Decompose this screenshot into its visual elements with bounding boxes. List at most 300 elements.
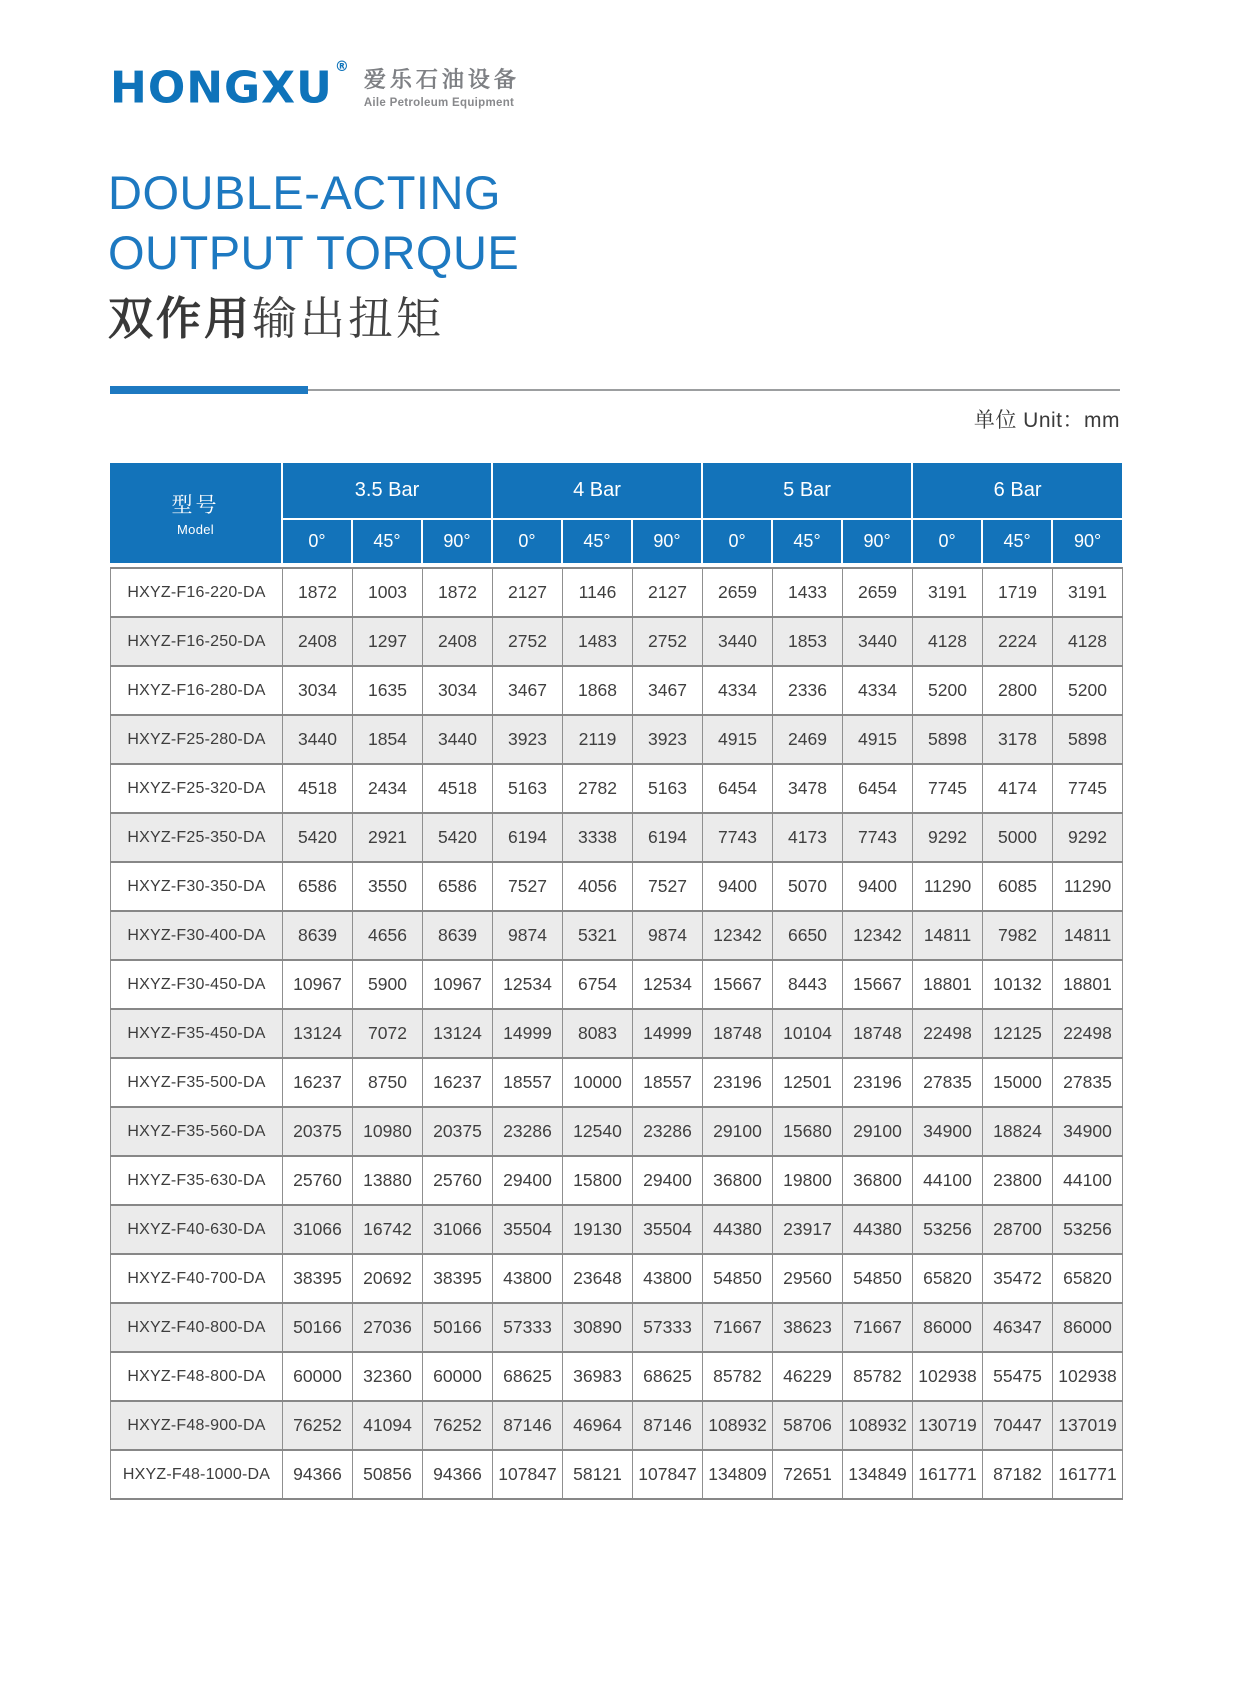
torque-value-cell: 3440: [423, 715, 493, 764]
torque-value-cell: 2127: [493, 568, 563, 617]
torque-value-cell: 5000: [983, 813, 1053, 862]
torque-value-cell: 41094: [353, 1401, 423, 1450]
torque-value-cell: 23286: [493, 1107, 563, 1156]
torque-value-cell: 46229: [773, 1352, 843, 1401]
model-cell: HXYZ-F48-800-DA: [111, 1352, 283, 1401]
model-cell: HXYZ-F25-280-DA: [111, 715, 283, 764]
torque-value-cell: 16237: [423, 1058, 493, 1107]
torque-value-cell: 2659: [703, 568, 773, 617]
torque-value-cell: 22498: [1053, 1009, 1123, 1058]
torque-value-cell: 4128: [1053, 617, 1123, 666]
torque-value-cell: 86000: [913, 1303, 983, 1352]
angle-header: 90°: [842, 519, 912, 563]
torque-value-cell: 72651: [773, 1450, 843, 1499]
model-cell: HXYZ-F35-560-DA: [111, 1107, 283, 1156]
table-row: [111, 1352, 1123, 1401]
torque-value-cell: 3034: [423, 666, 493, 715]
torque-value-cell: 94366: [423, 1450, 493, 1499]
torque-value-cell: 36800: [703, 1156, 773, 1205]
title-chinese: [108, 292, 519, 346]
torque-value-cell: 27835: [913, 1058, 983, 1107]
torque-value-cell: 1719: [983, 568, 1053, 617]
angle-header: 90°: [422, 519, 492, 563]
table-row: [111, 1009, 1123, 1058]
torque-value-cell: 1853: [773, 617, 843, 666]
torque-value-cell: 9292: [913, 813, 983, 862]
model-cell: HXYZ-F16-220-DA: [111, 568, 283, 617]
table-rows: [111, 568, 1123, 1499]
torque-value-cell: 12540: [563, 1107, 633, 1156]
torque-value-cell: 68625: [493, 1352, 563, 1401]
torque-value-cell: 43800: [633, 1254, 703, 1303]
torque-value-cell: 44100: [1053, 1156, 1123, 1205]
torque-value-cell: 10104: [773, 1009, 843, 1058]
torque-value-cell: 3440: [283, 715, 353, 764]
title-line-1: DOUBLE-ACTING: [108, 166, 501, 219]
torque-value-cell: 3478: [773, 764, 843, 813]
torque-value-cell: 13124: [283, 1009, 353, 1058]
table-row: [111, 666, 1123, 715]
model-cell: HXYZ-F48-900-DA: [111, 1401, 283, 1450]
torque-value-cell: 8083: [563, 1009, 633, 1058]
torque-value-cell: 54850: [703, 1254, 773, 1303]
title-line-2: OUTPUT TORQUE: [108, 226, 520, 279]
torque-value-cell: 18557: [633, 1058, 703, 1107]
torque-value-cell: 36800: [843, 1156, 913, 1205]
torque-value-cell: 94366: [283, 1450, 353, 1499]
torque-value-cell: 87182: [983, 1450, 1053, 1499]
model-cell: HXYZ-F35-500-DA: [111, 1058, 283, 1107]
torque-value-cell: 34900: [1053, 1107, 1123, 1156]
torque-value-cell: 12534: [633, 960, 703, 1009]
torque-value-cell: 12342: [843, 911, 913, 960]
model-cell: HXYZ-F40-630-DA: [111, 1205, 283, 1254]
torque-value-cell: 23196: [843, 1058, 913, 1107]
torque-value-cell: 44100: [913, 1156, 983, 1205]
torque-table: [110, 463, 1122, 1500]
torque-value-cell: 5163: [493, 764, 563, 813]
torque-value-cell: 8750: [353, 1058, 423, 1107]
torque-value-cell: 7745: [913, 764, 983, 813]
torque-value-cell: 50856: [353, 1450, 423, 1499]
model-column-header: [110, 463, 282, 563]
torque-value-cell: 7527: [493, 862, 563, 911]
model-cell: HXYZ-F30-350-DA: [111, 862, 283, 911]
torque-value-cell: 27036: [353, 1303, 423, 1352]
torque-value-cell: 18748: [843, 1009, 913, 1058]
model-header-english: Model: [177, 522, 214, 537]
torque-value-cell: 50166: [423, 1303, 493, 1352]
torque-value-cell: 3550: [353, 862, 423, 911]
torque-value-cell: 4056: [563, 862, 633, 911]
torque-value-cell: 2752: [493, 617, 563, 666]
table-row: [111, 568, 1123, 617]
torque-value-cell: 5200: [1053, 666, 1123, 715]
torque-value-cell: 161771: [913, 1450, 983, 1499]
angle-header: 0°: [282, 519, 352, 563]
torque-value-cell: 5420: [423, 813, 493, 862]
model-cell: HXYZ-F16-280-DA: [111, 666, 283, 715]
torque-value-cell: 3338: [563, 813, 633, 862]
torque-value-cell: 2800: [983, 666, 1053, 715]
torque-value-cell: 23286: [633, 1107, 703, 1156]
torque-value-cell: 6194: [633, 813, 703, 862]
torque-value-cell: 29100: [843, 1107, 913, 1156]
torque-value-cell: 5420: [283, 813, 353, 862]
torque-value-cell: 53256: [913, 1205, 983, 1254]
torque-value-cell: 25760: [283, 1156, 353, 1205]
table-row: [111, 1107, 1123, 1156]
torque-value-cell: 29400: [633, 1156, 703, 1205]
logo-chinese-name: 爱乐石油设备: [363, 68, 520, 93]
torque-value-cell: 2119: [563, 715, 633, 764]
table-row: [111, 1254, 1123, 1303]
torque-value-cell: 44380: [703, 1205, 773, 1254]
torque-value-cell: 107847: [493, 1450, 563, 1499]
title-chinese-bold: 双作用: [108, 293, 253, 344]
torque-value-cell: 23917: [773, 1205, 843, 1254]
torque-value-cell: 1483: [563, 617, 633, 666]
torque-value-cell: 5163: [633, 764, 703, 813]
torque-value-cell: 35504: [633, 1205, 703, 1254]
torque-value-cell: 7982: [983, 911, 1053, 960]
torque-value-cell: 10132: [983, 960, 1053, 1009]
angle-header: 90°: [632, 519, 702, 563]
model-cell: HXYZ-F25-320-DA: [111, 764, 283, 813]
model-cell: HXYZ-F35-450-DA: [111, 1009, 283, 1058]
torque-value-cell: 3440: [703, 617, 773, 666]
torque-value-cell: 35504: [493, 1205, 563, 1254]
torque-value-cell: 31066: [423, 1205, 493, 1254]
torque-value-cell: 28700: [983, 1205, 1053, 1254]
angle-header: 45°: [562, 519, 632, 563]
table-row: [111, 617, 1123, 666]
torque-value-cell: 3191: [1053, 568, 1123, 617]
torque-value-cell: 15667: [843, 960, 913, 1009]
torque-value-cell: 15000: [983, 1058, 1053, 1107]
table-row: [111, 715, 1123, 764]
torque-value-cell: 15680: [773, 1107, 843, 1156]
model-cell: HXYZ-F40-800-DA: [111, 1303, 283, 1352]
torque-value-cell: 5898: [1053, 715, 1123, 764]
torque-value-cell: 2752: [633, 617, 703, 666]
torque-value-cell: 58706: [773, 1401, 843, 1450]
page-title: [108, 163, 519, 346]
torque-value-cell: 35472: [983, 1254, 1053, 1303]
torque-value-cell: 8639: [283, 911, 353, 960]
torque-value-cell: 5898: [913, 715, 983, 764]
registered-trademark-icon: ®: [334, 59, 350, 75]
torque-value-cell: 14999: [493, 1009, 563, 1058]
torque-value-cell: 6454: [703, 764, 773, 813]
angle-header: 45°: [982, 519, 1052, 563]
torque-value-cell: 1872: [283, 568, 353, 617]
torque-value-cell: 65820: [913, 1254, 983, 1303]
pressure-group-header: 6 Bar: [912, 463, 1122, 519]
torque-value-cell: 161771: [1053, 1450, 1123, 1499]
torque-value-cell: 12342: [703, 911, 773, 960]
torque-value-cell: 4915: [703, 715, 773, 764]
torque-value-cell: 5321: [563, 911, 633, 960]
torque-value-cell: 108932: [703, 1401, 773, 1450]
torque-value-cell: 4173: [773, 813, 843, 862]
torque-value-cell: 1146: [563, 568, 633, 617]
torque-value-cell: 57333: [493, 1303, 563, 1352]
torque-value-cell: 5900: [353, 960, 423, 1009]
torque-value-cell: 12501: [773, 1058, 843, 1107]
unit-label: 单位 Unit：mm: [973, 409, 1120, 432]
torque-value-cell: 55475: [983, 1352, 1053, 1401]
torque-value-cell: 36983: [563, 1352, 633, 1401]
torque-value-cell: 14999: [633, 1009, 703, 1058]
torque-value-cell: 38395: [283, 1254, 353, 1303]
table-row: [111, 960, 1123, 1009]
torque-value-cell: 18801: [913, 960, 983, 1009]
torque-value-cell: 2782: [563, 764, 633, 813]
torque-value-cell: 19800: [773, 1156, 843, 1205]
header-row-groups: [110, 463, 1122, 519]
torque-value-cell: 20375: [423, 1107, 493, 1156]
torque-value-cell: 20692: [353, 1254, 423, 1303]
table-row: [111, 1156, 1123, 1205]
torque-value-cell: 15667: [703, 960, 773, 1009]
torque-value-cell: 29560: [773, 1254, 843, 1303]
angle-header: 0°: [702, 519, 772, 563]
model-cell: HXYZ-F30-400-DA: [111, 911, 283, 960]
torque-value-cell: 4334: [703, 666, 773, 715]
torque-value-cell: 25760: [423, 1156, 493, 1205]
torque-value-cell: 2127: [633, 568, 703, 617]
torque-value-cell: 71667: [843, 1303, 913, 1352]
torque-value-cell: 6650: [773, 911, 843, 960]
torque-value-cell: 57333: [633, 1303, 703, 1352]
torque-value-cell: 10000: [563, 1058, 633, 1107]
torque-value-cell: 9400: [703, 862, 773, 911]
torque-value-cell: 1433: [773, 568, 843, 617]
torque-value-cell: 2921: [353, 813, 423, 862]
torque-value-cell: 134849: [843, 1450, 913, 1499]
torque-value-cell: 134809: [703, 1450, 773, 1499]
table-row: [111, 1205, 1123, 1254]
torque-value-cell: 4174: [983, 764, 1053, 813]
angle-header: 45°: [772, 519, 842, 563]
torque-value-cell: 12534: [493, 960, 563, 1009]
table-row: [111, 862, 1123, 911]
torque-value-cell: 6454: [843, 764, 913, 813]
logo: [110, 55, 520, 117]
torque-value-cell: 2408: [423, 617, 493, 666]
model-cell: HXYZ-F25-350-DA: [111, 813, 283, 862]
torque-value-cell: 7527: [633, 862, 703, 911]
torque-value-cell: 5200: [913, 666, 983, 715]
torque-value-cell: 1868: [563, 666, 633, 715]
torque-value-cell: 7743: [843, 813, 913, 862]
torque-value-cell: 2469: [773, 715, 843, 764]
torque-value-cell: 9874: [633, 911, 703, 960]
model-cell: HXYZ-F16-250-DA: [111, 617, 283, 666]
torque-value-cell: 31066: [283, 1205, 353, 1254]
torque-value-cell: 68625: [633, 1352, 703, 1401]
torque-value-cell: 4334: [843, 666, 913, 715]
torque-value-cell: 58121: [563, 1450, 633, 1499]
torque-value-cell: 1297: [353, 617, 423, 666]
logo-english-name: Aile Petroleum Equipment: [363, 97, 515, 109]
torque-value-cell: 10980: [353, 1107, 423, 1156]
torque-value-cell: 4518: [423, 764, 493, 813]
torque-value-cell: 107847: [633, 1450, 703, 1499]
torque-value-cell: 3440: [843, 617, 913, 666]
logo-brand-text: HONGXU ®: [110, 59, 350, 114]
torque-value-cell: 85782: [703, 1352, 773, 1401]
table-row: [111, 1303, 1123, 1352]
torque-value-cell: 18748: [703, 1009, 773, 1058]
torque-value-cell: 11290: [1053, 862, 1123, 911]
torque-value-cell: 76252: [423, 1401, 493, 1450]
model-cell: HXYZ-F48-1000-DA: [111, 1450, 283, 1499]
angle-header: 0°: [912, 519, 982, 563]
torque-value-cell: 14811: [913, 911, 983, 960]
torque-value-cell: 102938: [913, 1352, 983, 1401]
torque-value-cell: 130719: [913, 1401, 983, 1450]
table-row: [111, 911, 1123, 960]
torque-value-cell: 1854: [353, 715, 423, 764]
torque-value-cell: 30890: [563, 1303, 633, 1352]
table-row: [111, 1401, 1123, 1450]
torque-value-cell: 60000: [283, 1352, 353, 1401]
torque-value-cell: 4518: [283, 764, 353, 813]
torque-value-cell: 70447: [983, 1401, 1053, 1450]
torque-value-cell: 3178: [983, 715, 1053, 764]
torque-value-cell: 23196: [703, 1058, 773, 1107]
torque-value-cell: 3467: [493, 666, 563, 715]
torque-value-cell: 29100: [703, 1107, 773, 1156]
torque-value-cell: 7743: [703, 813, 773, 862]
torque-value-cell: 3923: [493, 715, 563, 764]
torque-value-cell: 4915: [843, 715, 913, 764]
divider-gray-line: [308, 389, 1120, 391]
torque-value-cell: 6194: [493, 813, 563, 862]
torque-value-cell: 16742: [353, 1205, 423, 1254]
torque-value-cell: 13880: [353, 1156, 423, 1205]
torque-value-cell: 9874: [493, 911, 563, 960]
torque-value-cell: 10967: [423, 960, 493, 1009]
torque-value-cell: 23648: [563, 1254, 633, 1303]
torque-table-header: [110, 463, 1122, 563]
angle-header: 45°: [352, 519, 422, 563]
torque-value-cell: 137019: [1053, 1401, 1123, 1450]
angle-header: 0°: [492, 519, 562, 563]
torque-value-cell: 2408: [283, 617, 353, 666]
torque-value-cell: 38623: [773, 1303, 843, 1352]
torque-value-cell: 2224: [983, 617, 1053, 666]
model-cell: HXYZ-F35-630-DA: [111, 1156, 283, 1205]
torque-value-cell: 8443: [773, 960, 843, 1009]
torque-value-cell: 65820: [1053, 1254, 1123, 1303]
torque-value-cell: 44380: [843, 1205, 913, 1254]
torque-value-cell: 4128: [913, 617, 983, 666]
table-row: [111, 1450, 1123, 1499]
torque-value-cell: 6586: [423, 862, 493, 911]
torque-value-cell: 2336: [773, 666, 843, 715]
torque-value-cell: 6586: [283, 862, 353, 911]
table-row: [111, 813, 1123, 862]
torque-value-cell: 102938: [1053, 1352, 1123, 1401]
torque-value-cell: 7072: [353, 1009, 423, 1058]
torque-value-cell: 1635: [353, 666, 423, 715]
torque-value-cell: 10967: [283, 960, 353, 1009]
divider-blue-bar: [110, 386, 308, 394]
torque-value-cell: 29400: [493, 1156, 563, 1205]
torque-value-cell: 15800: [563, 1156, 633, 1205]
torque-value-cell: 38395: [423, 1254, 493, 1303]
torque-value-cell: 3034: [283, 666, 353, 715]
torque-value-cell: 85782: [843, 1352, 913, 1401]
torque-value-cell: 13124: [423, 1009, 493, 1058]
torque-value-cell: 46347: [983, 1303, 1053, 1352]
torque-value-cell: 3191: [913, 568, 983, 617]
torque-value-cell: 4656: [353, 911, 423, 960]
torque-value-cell: 34900: [913, 1107, 983, 1156]
torque-value-cell: 20375: [283, 1107, 353, 1156]
table-row: [111, 764, 1123, 813]
torque-value-cell: 3923: [633, 715, 703, 764]
torque-value-cell: 50166: [283, 1303, 353, 1352]
torque-value-cell: 87146: [493, 1401, 563, 1450]
torque-value-cell: 2434: [353, 764, 423, 813]
torque-value-cell: 71667: [703, 1303, 773, 1352]
torque-value-cell: 14811: [1053, 911, 1123, 960]
logo-subtext: [364, 55, 520, 109]
torque-value-cell: 1003: [353, 568, 423, 617]
torque-value-cell: 60000: [423, 1352, 493, 1401]
pressure-group-header: 4 Bar: [492, 463, 702, 519]
torque-value-cell: 76252: [283, 1401, 353, 1450]
torque-value-cell: 22498: [913, 1009, 983, 1058]
torque-value-cell: 2659: [843, 568, 913, 617]
torque-value-cell: 9400: [843, 862, 913, 911]
torque-value-cell: 87146: [633, 1401, 703, 1450]
title-chinese-regular: 输出扭矩: [252, 293, 445, 344]
model-cell: HXYZ-F40-700-DA: [111, 1254, 283, 1303]
model-cell: HXYZ-F30-450-DA: [111, 960, 283, 1009]
torque-value-cell: 6085: [983, 862, 1053, 911]
torque-value-cell: 27835: [1053, 1058, 1123, 1107]
title-divider: [110, 386, 1120, 394]
torque-value-cell: 18557: [493, 1058, 563, 1107]
torque-value-cell: 53256: [1053, 1205, 1123, 1254]
torque-value-cell: 12125: [983, 1009, 1053, 1058]
torque-value-cell: 19130: [563, 1205, 633, 1254]
torque-value-cell: 1872: [423, 568, 493, 617]
torque-value-cell: 32360: [353, 1352, 423, 1401]
angle-header: 90°: [1052, 519, 1122, 563]
pressure-group-header: 5 Bar: [702, 463, 912, 519]
torque-value-cell: 7745: [1053, 764, 1123, 813]
torque-value-cell: 54850: [843, 1254, 913, 1303]
torque-value-cell: 43800: [493, 1254, 563, 1303]
table-row: [111, 1058, 1123, 1107]
torque-table-body: [110, 567, 1123, 1500]
torque-value-cell: 18824: [983, 1107, 1053, 1156]
torque-value-cell: 46964: [563, 1401, 633, 1450]
torque-value-cell: 18801: [1053, 960, 1123, 1009]
torque-value-cell: 6754: [563, 960, 633, 1009]
model-header-chinese: 型号: [171, 494, 220, 517]
torque-value-cell: 11290: [913, 862, 983, 911]
torque-value-cell: 23800: [983, 1156, 1053, 1205]
torque-value-cell: 9292: [1053, 813, 1123, 862]
torque-value-cell: 108932: [843, 1401, 913, 1450]
